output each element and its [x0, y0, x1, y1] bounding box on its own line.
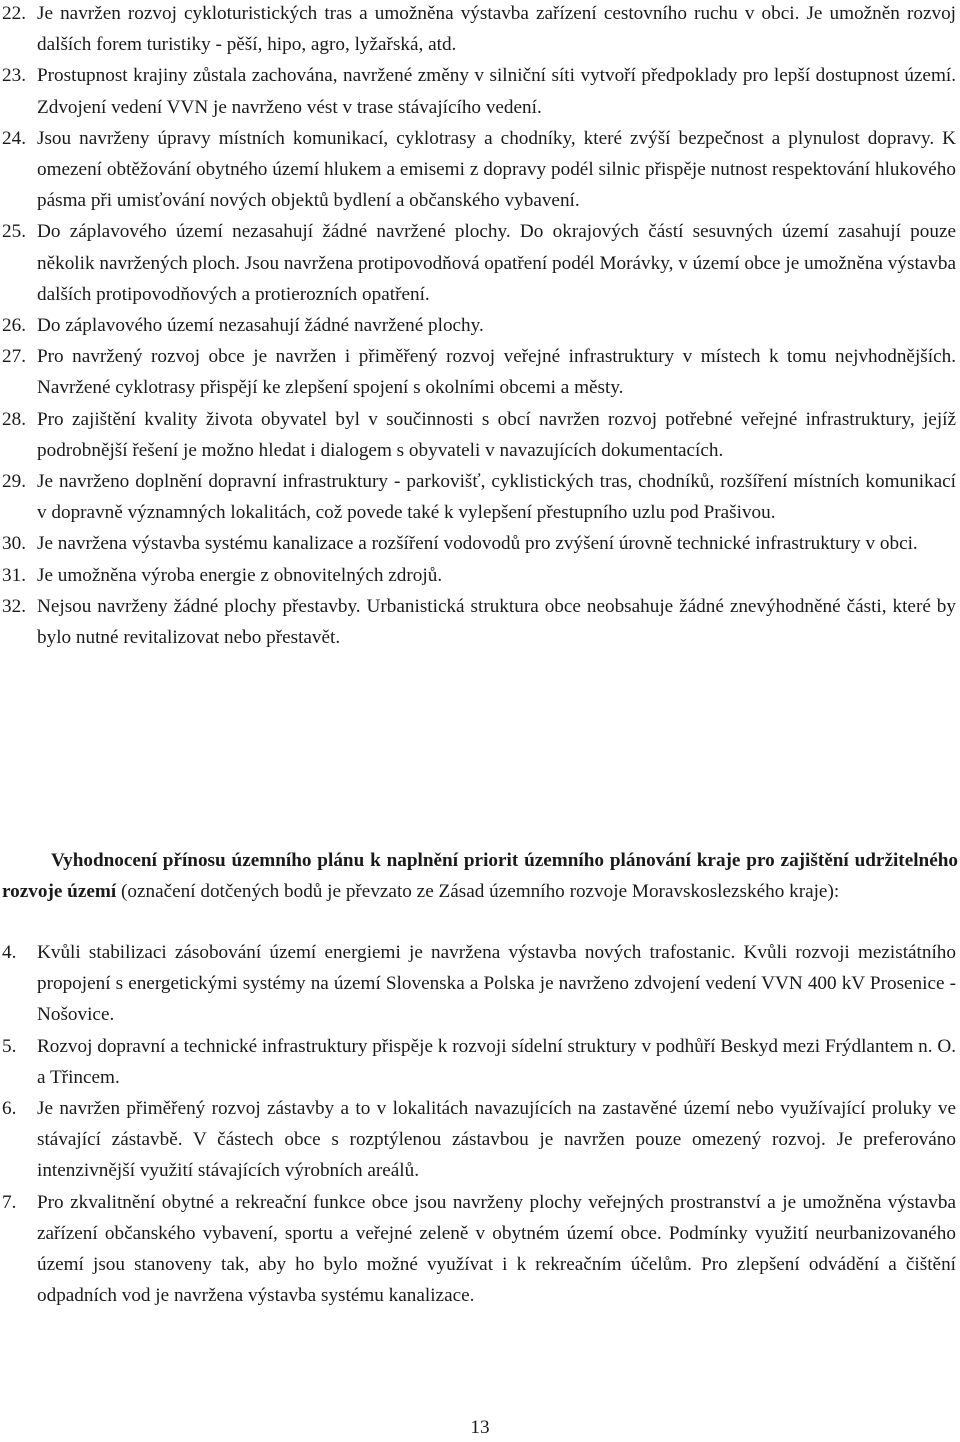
list-item-27 — [0, 341, 958, 403]
item-text: Kvůli stabilizaci zásobování území energiemi je navržena výstavba nových trafostanic. Kvůli rozvoji mezistátního propojení s energetickými systémy na území Slovenska a Polska je navrženo zdvojení vedení VVN 400 kV Prosenice - Nošovice. — [37, 942, 956, 1026]
item-number: 6. — [2, 1098, 17, 1120]
list-item-31 — [0, 560, 958, 591]
item-number: 25. — [2, 221, 26, 243]
list-item-23 — [0, 60, 958, 122]
item-number: 24. — [2, 127, 26, 149]
item-text: Pro zajištění kvality života obyvatel byl v součinnosti s obcí navržen rozvoj potřebné veřejné infrastruktury, jejíž podrobnější řešení je možno hledat i dialogem s obyvateli v navazujících dokumentacích. — [37, 408, 956, 461]
item-text: Je navržen rozvoj cykloturistických tras a umožněna výstavba zařízení cestovního ruchu v obci. Je umožněn rozvoj dalších forem turistiky - pěší, hipo, agro, lyžařská, atd. — [37, 3, 956, 56]
item-text: Je navržena výstavba systému kanalizace a rozšíření vodovodů pro zvýšení úrovně technické infrastruktury v obci. — [37, 533, 918, 555]
item-number: 31. — [2, 564, 26, 586]
item-number: 32. — [2, 595, 26, 617]
item-number: 23. — [2, 65, 26, 87]
item-text: Jsou navrženy úpravy místních komunikací, cyklotrasy a chodníky, které zvýší bezpečnost a plynulost dopravy. K omezení obtěžování obytného území hlukem a emisemi z dopravy podél silnic přispěje nutnost respektování hlukového pásma při umisťování nových objektů bydlení a občanského vybavení. — [37, 127, 956, 212]
item-number: 30. — [2, 533, 26, 555]
item-number: 4. — [2, 942, 17, 963]
page-number: 13 — [470, 1417, 490, 1438]
list-item-7 — [0, 1187, 958, 1312]
list-item-25 — [0, 216, 958, 310]
list-item-6 — [0, 1093, 958, 1187]
numbered-list-top — [0, 0, 958, 653]
item-number: 28. — [2, 408, 26, 430]
list-item-32 — [0, 591, 958, 653]
list-item-30 — [0, 528, 958, 559]
numbered-list-bottom — [0, 937, 958, 1311]
item-text: Rozvoj dopravní a technické infrastruktury přispěje k rozvoji sídelní struktury v podhůří Beskyd mezi Frýdlantem n. O. a Třincem. — [37, 1035, 956, 1088]
list-item-5 — [0, 1031, 958, 1093]
item-text: Je navržen přiměřený rozvoj zástavby a to v lokalitách navazujících na zastavěné území nebo využívající proluky ve stávající zástavbě. V částech obce s rozptýlenou zástavbou je navržen pouze omezený rozvoj. Je preferováno intenzivnější využití stávajících výrobních areálů. — [37, 1098, 956, 1182]
list-item-26 — [0, 310, 958, 341]
section-heading — [2, 845, 958, 907]
item-number: 7. — [2, 1191, 17, 1213]
item-text: Prostupnost krajiny zůstala zachována, navržené změny v silniční síti vytvoří předpoklady pro lepší dostupnost území. Zdvojení vedení VVN je navrženo vést v trase stávajícího vedení. — [37, 65, 956, 118]
list-item-29 — [0, 466, 958, 528]
item-text: Pro zkvalitnění obytné a rekreační funkce obce jsou navrženy plochy veřejných prostranství a je umožněna výstavba zařízení občanského vybavení, sportu a veřejné zeleně v obytném území obce. Podmínky využití neurbanizovaného území jsou stanoveny tak, aby ho bylo možné využívat i k rekreačním účelům. Pro zlepšení odvádění a čištění odpadních vod je navržena výstavba systému kanalizace. — [37, 1191, 956, 1307]
list-item-4 — [0, 937, 958, 1031]
item-text: Do záplavového území nezasahují žádné navržené plochy. Do okrajových částí sesuvných území zasahují pouze několik navržených ploch. Jsou navržena protipovodňová opatření podél Morávky, v území obce je umožněna výstavba dalších protipovodňových a protierozních opatření. — [37, 221, 956, 305]
list-item-24 — [0, 123, 958, 217]
item-number: 5. — [2, 1035, 17, 1057]
item-text: Je navrženo doplnění dopravní infrastruktury - parkovišť, cyklistických tras, chodníků, rozšíření místních komunikací v dopravně významných lokalitách, což povede také k vylepšení přestupního uzlu pod Prašivou. — [37, 471, 956, 524]
item-text: Nejsou navrženy žádné plochy přestavby. Urbanistická struktura obce neobsahuje žádné znevýhodněné části, které by bylo nutné revitalizovat nebo přestavět. — [37, 595, 956, 649]
item-number: 26. — [2, 315, 26, 337]
section-heading-bold: Vyhodnocení přínosu územního plánu k naplnění priorit územního plánování kraje pro zajištění udržitelného rozvoje území — [2, 850, 958, 903]
list-item-22 — [0, 0, 958, 60]
item-number: 27. — [2, 346, 26, 368]
item-text: Je umožněna výroba energie z obnovitelných zdrojů. — [37, 564, 443, 586]
item-text: Do záplavového území nezasahují žádné navržené plochy. — [37, 315, 484, 337]
item-text: Pro navržený rozvoj obce je navržen i přiměřený rozvoj veřejné infrastruktury v místech k tomu nejvhodnějších. Navržené cyklotrasy přispějí ke zlepšení spojení s okolními obcemi a městy. — [37, 346, 956, 399]
section-heading-note: (označení dotčených bodů je převzato ze Zásad územního rozvoje Moravskoslezského kraje): — [116, 881, 840, 903]
item-number: 22. — [2, 3, 26, 24]
list-item-28 — [0, 404, 958, 466]
item-number: 29. — [2, 471, 26, 493]
